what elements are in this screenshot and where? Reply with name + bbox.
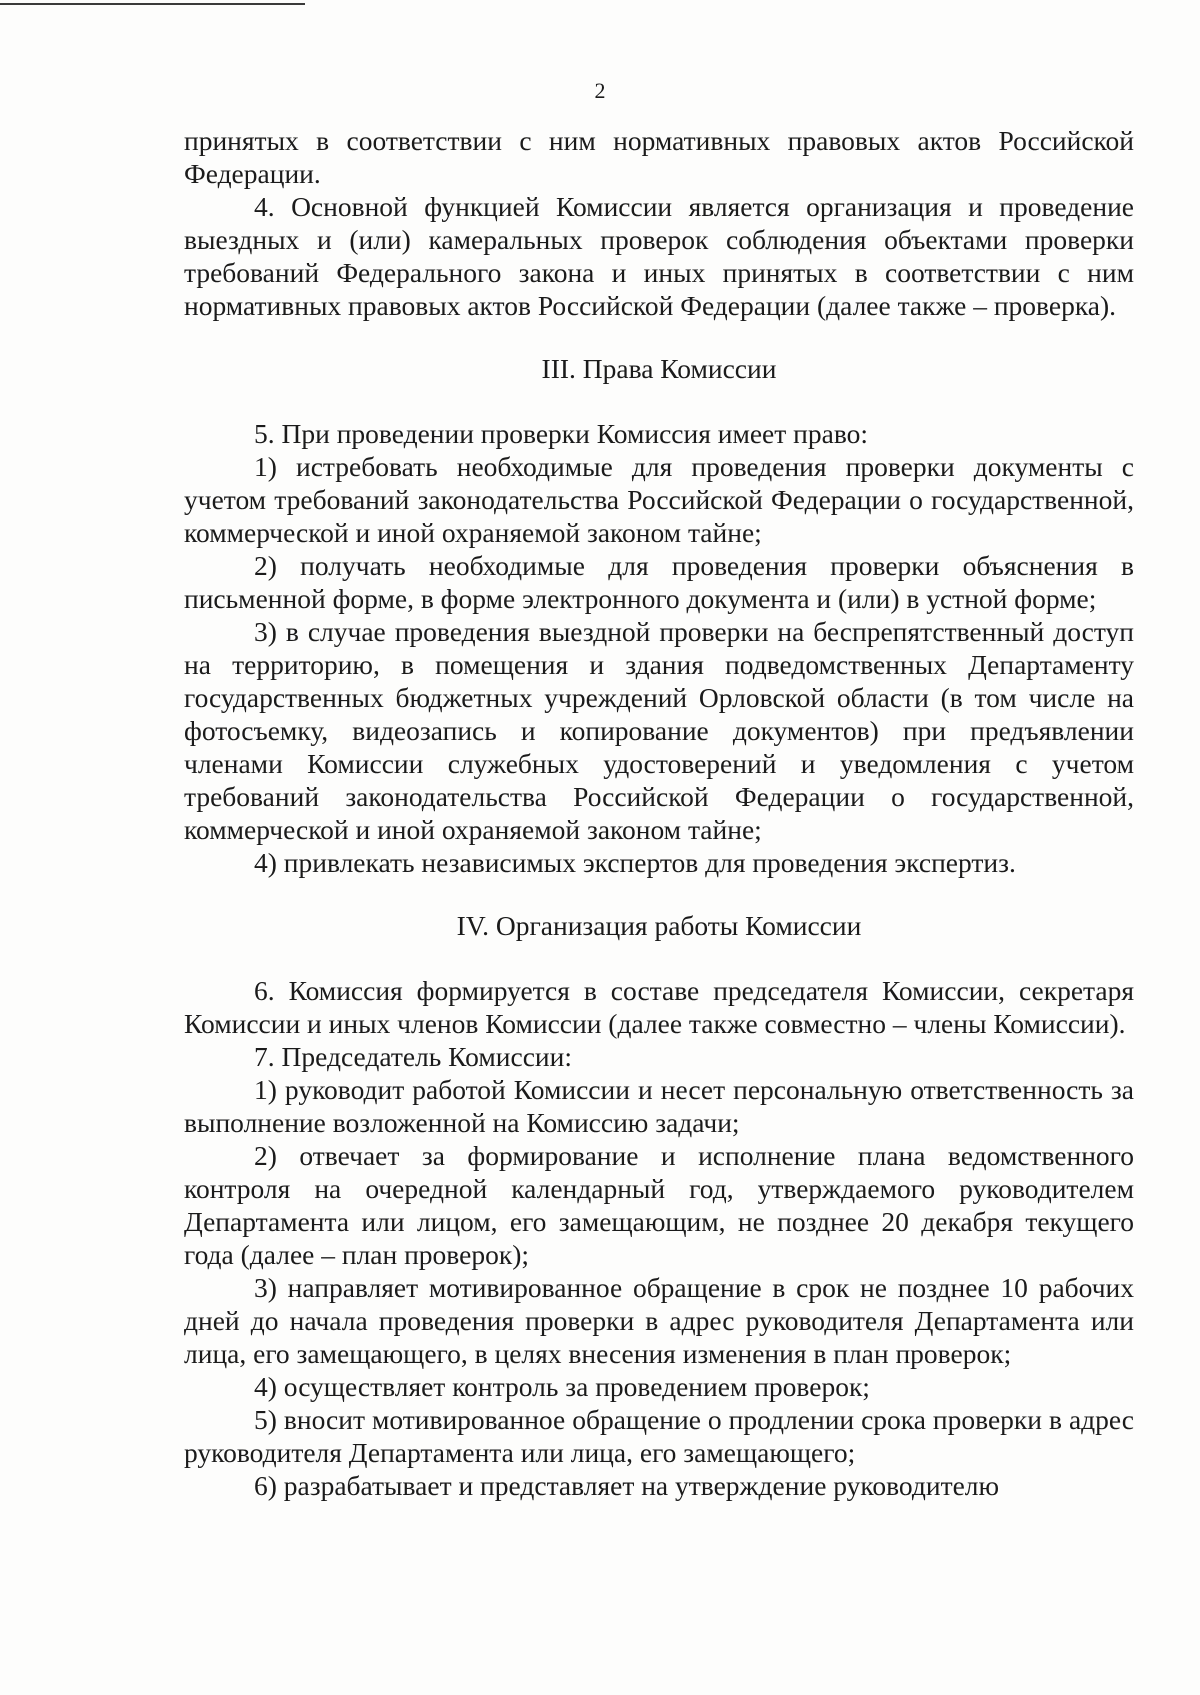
paragraph-item-5-2: 2) получать необходимые для проведения проверки объяснения в письменной форме, в форме электронного документа и (или) в устной форме; (184, 550, 1134, 614)
document-body (184, 124, 1134, 1502)
paragraph-item-7-5: 5) вносит мотивированное обращение о продлении срока проверки в адрес руководителя Департамента или лица, его замещающего; (184, 1404, 1134, 1468)
page-number: 2 (594, 78, 606, 103)
paragraph-item-5-3: 3) в случае проведения выездной проверки на беспрепятственный доступ на территорию, в помещения и здания подведомственных Департаменту государственных бюджетных учреждений Орловской области (в том числе на фотосъемку, видеозапись и копирование документов) при предъявлении членами Комиссии служебных удостоверений и уведомления с учетом требований законодательства Российской Федерации о государственной, коммерческой и иной охраняемой законом тайне; (184, 616, 1134, 845)
paragraph-item-5-4: 4) привлекать независимых экспертов для проведения экспертиз. (254, 847, 1016, 878)
paragraph-item-7-1: 1) руководит работой Комиссии и несет персональную ответственность за выполнение возложенной на Комиссию задачи; (184, 1074, 1134, 1138)
paragraph-item-7-6: 6) разрабатывает и представляет на утверждение руководителю (254, 1470, 1000, 1501)
paragraph-item-6: 6. Комиссия формируется в составе председателя Комиссии, секретаря Комиссии и иных членов Комиссии (далее также совместно – члены Комиссии). (184, 975, 1134, 1039)
paragraph-item-5: 5. При проведении проверки Комиссия имеет право: (254, 418, 869, 449)
paragraph-item-7-4: 4) осуществляет контроль за проведением проверок; (254, 1371, 870, 1402)
paragraph-item-7: 7. Председатель Комиссии: (254, 1041, 572, 1072)
section-heading-rights: III. Права Комиссии (541, 353, 777, 384)
paragraph-item-4: 4. Основной функцией Комиссии является организация и проведение выездных и (или) камеральных проверок соблюдения объектами проверки требований Федерального закона и иных принятых в соответствии с ним нормативных правовых актов Российской Федерации (далее также – проверка). (184, 191, 1134, 321)
paragraph-continuation: принятых в соответствии с ним нормативных правовых актов Российской Федерации. (184, 125, 1134, 189)
top-rule (0, 3, 305, 5)
paragraph-item-7-3: 3) направляет мотивированное обращение в срок не позднее 10 рабочих дней до начала проведения проверки в адрес руководителя Департамента или лица, его замещающего, в целях внесения изменения в план проверок; (184, 1272, 1134, 1369)
paragraph-item-5-1: 1) истребовать необходимые для проведения проверки документы с учетом требований законодательства Российской Федерации о государственной, коммерческой и иной охраняемой законом тайне; (184, 451, 1134, 548)
paragraph-item-7-2: 2) отвечает за формирование и исполнение плана ведомственного контроля на очередной календарный год, утверждаемого руководителем Департамента или лицом, его замещающим, не позднее 20 декабря текущего года (далее – план проверок); (184, 1140, 1134, 1270)
section-heading-organization: IV. Организация работы Комиссии (456, 910, 862, 941)
